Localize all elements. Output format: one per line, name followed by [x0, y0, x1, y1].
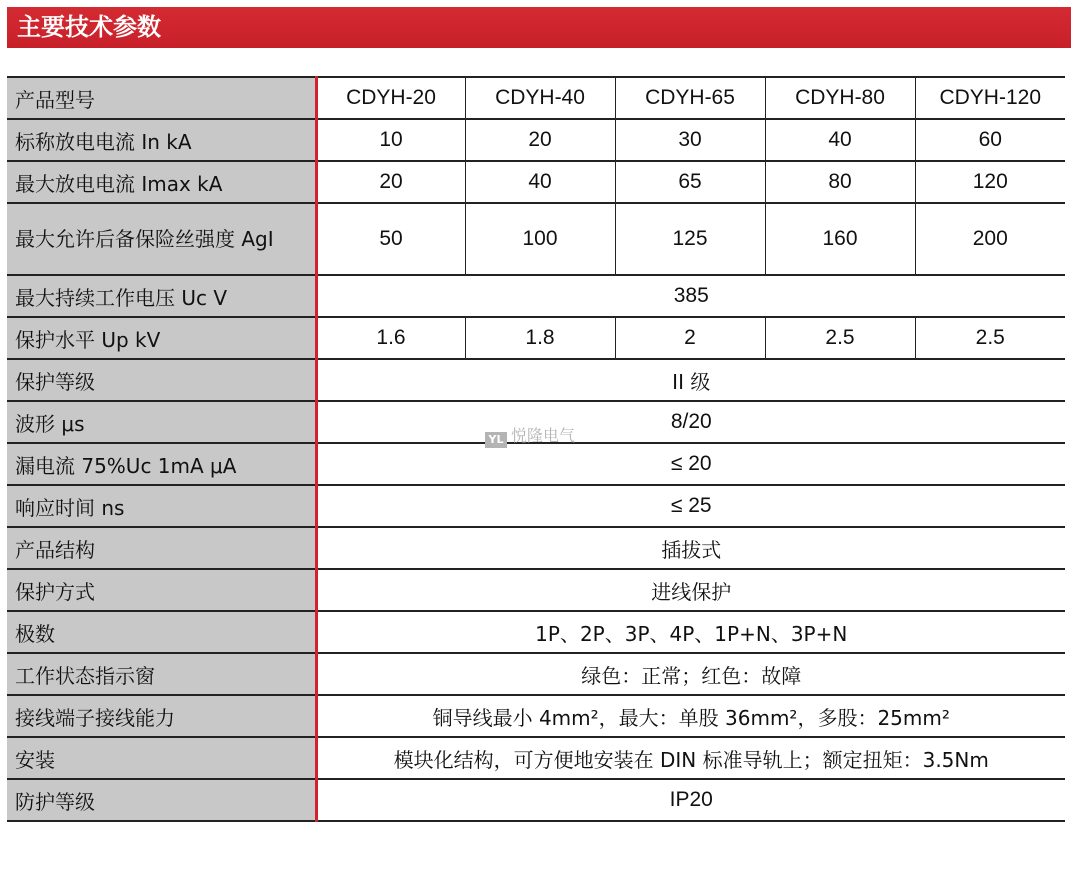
table-row [7, 203, 1065, 275]
table-cell: 10 [316, 119, 465, 161]
row-label-installation: 安装 [7, 737, 316, 779]
row-label-model: 产品型号 [7, 77, 316, 119]
row-label-max-current: 最大放电电流 Imax kA [7, 161, 316, 203]
section-title: 主要技术参数 [17, 13, 161, 41]
watermark [485, 423, 575, 448]
table-cell: 模块化结构，可方便地安装在 DIN 标准导轨上；额定扭矩：3.5Nm [316, 737, 1065, 779]
table-cell: 80 [765, 161, 915, 203]
row-label-protection-class: 保护等级 [7, 359, 316, 401]
row-label-structure: 产品结构 [7, 527, 316, 569]
table-cell: 1.6 [316, 317, 465, 359]
table-cell: ≤ 20 [316, 443, 1065, 485]
row-label-waveform: 波形 μs [7, 401, 316, 443]
row-label-backup-fuse: 最大允许后备保险丝强度 AgI [7, 203, 316, 275]
table-cell: 60 [915, 119, 1065, 161]
table-cell: 385 [316, 275, 1065, 317]
row-label-leakage-current: 漏电流 75%Uc 1mA μA [7, 443, 316, 485]
row-label-nominal-current: 标称放电电流 In kA [7, 119, 316, 161]
row-label-response-time: 响应时间 ns [7, 485, 316, 527]
table-cell: 绿色：正常；红色：故障 [316, 653, 1065, 695]
table-row [7, 737, 1065, 779]
table-row [7, 695, 1065, 737]
table-row [7, 779, 1065, 821]
table-cell: 1.8 [465, 317, 615, 359]
spec-table [7, 76, 1065, 822]
table-cell: 2.5 [915, 317, 1065, 359]
table-cell: CDYH-65 [615, 77, 765, 119]
table-cell: 2 [615, 317, 765, 359]
row-label-ip-rating: 防护等级 [7, 779, 316, 821]
table-row [7, 275, 1065, 317]
table-cell: 200 [915, 203, 1065, 275]
table-cell: 20 [316, 161, 465, 203]
row-label-protection-mode: 保护方式 [7, 569, 316, 611]
table-cell: CDYH-40 [465, 77, 615, 119]
table-cell: 40 [465, 161, 615, 203]
table-row [7, 527, 1065, 569]
watermark-text: 悦隆电气 [511, 426, 576, 445]
table-cell: 100 [465, 203, 615, 275]
table-row [7, 161, 1065, 203]
table-row [7, 77, 1065, 119]
table-cell: 30 [615, 119, 765, 161]
row-label-max-voltage: 最大持续工作电压 Uc V [7, 275, 316, 317]
table-cell: 20 [465, 119, 615, 161]
table-cell: IP20 [316, 779, 1065, 821]
table-cell: 插拔式 [316, 527, 1065, 569]
table-row [7, 653, 1065, 695]
table-row [7, 485, 1065, 527]
row-label-protection-level: 保护水平 Up kV [7, 317, 316, 359]
row-label-poles: 极数 [7, 611, 316, 653]
table-cell: CDYH-80 [765, 77, 915, 119]
table-cell: 8/20 [316, 401, 1065, 443]
table-cell: 40 [765, 119, 915, 161]
watermark-logo-icon: YL [485, 432, 507, 448]
row-label-status-window: 工作状态指示窗 [7, 653, 316, 695]
table-cell: II 级 [316, 359, 1065, 401]
table-cell: 2.5 [765, 317, 915, 359]
table-cell: 进线保护 [316, 569, 1065, 611]
table-cell: ≤ 25 [316, 485, 1065, 527]
section-title-bar [7, 7, 1071, 48]
table-row [7, 119, 1065, 161]
table-cell: 铜导线最小 4mm²，最大：单股 36mm²，多股：25mm² [316, 695, 1065, 737]
table-row [7, 611, 1065, 653]
table-cell: 65 [615, 161, 765, 203]
table-cell: 160 [765, 203, 915, 275]
table-cell: 1P、2P、3P、4P、1P+N、3P+N [316, 611, 1065, 653]
table-cell: 120 [915, 161, 1065, 203]
table-row [7, 317, 1065, 359]
table-cell: CDYH-120 [915, 77, 1065, 119]
table-cell: 125 [615, 203, 765, 275]
row-label-terminal-capacity: 接线端子接线能力 [7, 695, 316, 737]
table-row [7, 569, 1065, 611]
table-row [7, 359, 1065, 401]
table-cell: CDYH-20 [316, 77, 465, 119]
table-row [7, 443, 1065, 485]
table-cell: 50 [316, 203, 465, 275]
